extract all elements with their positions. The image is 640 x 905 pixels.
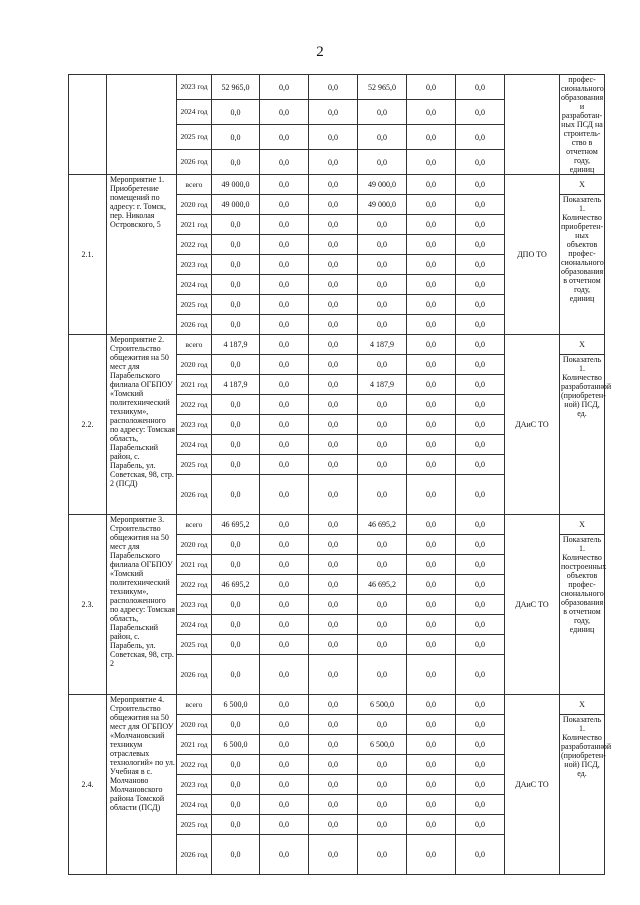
value-cell: 0,0: [456, 125, 505, 150]
executor-cell: ДАиС ТО: [505, 695, 560, 875]
year-cell: 2024 год: [177, 275, 212, 295]
value-cell: 0,0: [456, 695, 505, 715]
year-cell: 2020 год: [177, 715, 212, 735]
value-cell: 0,0: [212, 475, 260, 515]
year-cell: 2020 год: [177, 535, 212, 555]
value-cell: 0,0: [456, 755, 505, 775]
value-cell: 46 695,2: [358, 515, 407, 535]
value-cell: 0,0: [358, 455, 407, 475]
value-cell: 0,0: [456, 75, 505, 100]
value-cell: 0,0: [407, 755, 456, 775]
value-cell: 0,0: [309, 415, 358, 435]
value-cell: 0,0: [407, 375, 456, 395]
value-cell: 4 187,9: [212, 375, 260, 395]
value-cell: 0,0: [309, 575, 358, 595]
value-cell: 0,0: [456, 195, 505, 215]
value-cell: 0,0: [407, 435, 456, 455]
year-cell: 2024 год: [177, 615, 212, 635]
year-cell: 2024 год: [177, 100, 212, 125]
value-cell: 0,0: [456, 315, 505, 335]
value-cell: 0,0: [260, 295, 309, 315]
value-cell: 0,0: [456, 475, 505, 515]
value-cell: 0,0: [309, 100, 358, 125]
value-cell: 0,0: [407, 295, 456, 315]
value-cell: 0,0: [309, 175, 358, 195]
value-cell: 0,0: [358, 125, 407, 150]
year-cell: 2020 год: [177, 195, 212, 215]
value-cell: 0,0: [456, 395, 505, 415]
value-cell: 0,0: [407, 175, 456, 195]
value-cell: 0,0: [260, 835, 309, 875]
section-number: 2.3.: [69, 515, 107, 695]
value-cell: 0,0: [212, 775, 260, 795]
value-cell: 0,0: [212, 235, 260, 255]
year-cell: 2021 год: [177, 375, 212, 395]
value-cell: 0,0: [212, 815, 260, 835]
value-cell: 0,0: [407, 535, 456, 555]
value-cell: 0,0: [358, 100, 407, 125]
year-cell: 2024 год: [177, 795, 212, 815]
value-cell: 0,0: [309, 275, 358, 295]
value-cell: 0,0: [407, 615, 456, 635]
value-cell: 0,0: [358, 435, 407, 455]
indicator-base-cell: Х: [560, 515, 605, 535]
value-cell: 0,0: [212, 315, 260, 335]
table-row: [69, 175, 605, 195]
activity-description: Мероприятие 3. Строительство общежития на 50 мест для Парабельского филиала ОГБПОУ «Томский политехнический техникум», расположенного по адресу: Томская область, Парабельский район, с. Парабель, ул. Советская, 98, стр. 2: [107, 515, 177, 695]
value-cell: 0,0: [358, 835, 407, 875]
value-cell: 0,0: [358, 635, 407, 655]
value-cell: 0,0: [212, 295, 260, 315]
value-cell: 0,0: [260, 755, 309, 775]
value-cell: 0,0: [407, 315, 456, 335]
value-cell: 4 187,9: [358, 335, 407, 355]
year-cell: 2023 год: [177, 595, 212, 615]
value-cell: 0,0: [260, 475, 309, 515]
year-cell: 2026 год: [177, 315, 212, 335]
executor-cell: ДАиС ТО: [505, 515, 560, 695]
year-cell: 2025 год: [177, 635, 212, 655]
value-cell: 0,0: [212, 275, 260, 295]
value-cell: 0,0: [212, 150, 260, 175]
value-cell: 0,0: [407, 655, 456, 695]
year-cell: 2025 год: [177, 455, 212, 475]
value-cell: 0,0: [456, 815, 505, 835]
value-cell: 0,0: [407, 735, 456, 755]
year-cell: 2021 год: [177, 215, 212, 235]
value-cell: 0,0: [309, 395, 358, 415]
value-cell: 0,0: [309, 615, 358, 635]
value-cell: 0,0: [358, 315, 407, 335]
value-cell: 0,0: [456, 535, 505, 555]
value-cell: 0,0: [407, 75, 456, 100]
value-cell: 0,0: [407, 395, 456, 415]
section-number: 2.4.: [69, 695, 107, 875]
value-cell: 4 187,9: [212, 335, 260, 355]
activity-description: Мероприятие 1. Приобретение помещений по адресу: г. Томск, пер. Николая Островского, 5: [107, 175, 177, 335]
value-cell: 0,0: [260, 715, 309, 735]
value-cell: 0,0: [309, 815, 358, 835]
indicator-base-cell: Х: [560, 335, 605, 355]
year-cell: 2025 год: [177, 815, 212, 835]
year-cell: 2023 год: [177, 75, 212, 100]
value-cell: 0,0: [456, 150, 505, 175]
value-cell: 0,0: [260, 395, 309, 415]
value-cell: 0,0: [456, 100, 505, 125]
value-cell: 0,0: [358, 255, 407, 275]
value-cell: 0,0: [456, 435, 505, 455]
value-cell: 0,0: [260, 655, 309, 695]
value-cell: 0,0: [212, 835, 260, 875]
year-cell: 2022 год: [177, 755, 212, 775]
value-cell: 49 000,0: [212, 195, 260, 215]
value-cell: 0,0: [456, 335, 505, 355]
value-cell: 0,0: [309, 755, 358, 775]
value-cell: 0,0: [358, 150, 407, 175]
value-cell: 0,0: [309, 515, 358, 535]
value-cell: 0,0: [309, 655, 358, 695]
value-cell: 49 000,0: [212, 175, 260, 195]
page-number: 2: [316, 44, 324, 60]
year-cell: всего: [177, 695, 212, 715]
value-cell: 0,0: [212, 555, 260, 575]
value-cell: 0,0: [407, 235, 456, 255]
program-activities-table: [68, 74, 612, 875]
year-cell: 2026 год: [177, 655, 212, 695]
value-cell: 0,0: [212, 535, 260, 555]
value-cell: 0,0: [309, 475, 358, 515]
value-cell: 0,0: [407, 555, 456, 575]
year-cell: 2023 год: [177, 775, 212, 795]
year-cell: 2026 год: [177, 150, 212, 175]
value-cell: 0,0: [456, 615, 505, 635]
value-cell: 0,0: [358, 775, 407, 795]
value-cell: 0,0: [407, 255, 456, 275]
indicator-base-cell: Х: [560, 695, 605, 715]
value-cell: 0,0: [407, 815, 456, 835]
value-cell: 0,0: [456, 455, 505, 475]
executor-cell: ДАиС ТО: [505, 335, 560, 515]
value-cell: 0,0: [358, 475, 407, 515]
value-cell: 0,0: [212, 415, 260, 435]
value-cell: 0,0: [456, 555, 505, 575]
value-cell: 0,0: [260, 195, 309, 215]
value-cell: 0,0: [407, 635, 456, 655]
value-cell: 52 965,0: [358, 75, 407, 100]
value-cell: 6 500,0: [358, 695, 407, 715]
indicator-base-cell: Х: [560, 175, 605, 195]
value-cell: 46 695,2: [212, 575, 260, 595]
value-cell: 0,0: [212, 635, 260, 655]
table-row: [69, 515, 605, 535]
value-cell: 4 187,9: [358, 375, 407, 395]
value-cell: 0,0: [309, 775, 358, 795]
value-cell: 0,0: [309, 735, 358, 755]
value-cell: 0,0: [309, 595, 358, 615]
value-cell: 0,0: [407, 475, 456, 515]
value-cell: 0,0: [358, 535, 407, 555]
continued-executor-cell: [505, 75, 560, 175]
value-cell: 0,0: [358, 295, 407, 315]
value-cell: 0,0: [260, 415, 309, 435]
value-cell: 0,0: [407, 455, 456, 475]
value-cell: 0,0: [309, 835, 358, 875]
value-cell: 0,0: [212, 595, 260, 615]
value-cell: 0,0: [358, 215, 407, 235]
year-cell: 2022 год: [177, 575, 212, 595]
year-cell: всего: [177, 335, 212, 355]
value-cell: 0,0: [260, 125, 309, 150]
indicator-cell: Показатель 1. Количество разработанной (приобретен-ной) ПСД, ед.: [560, 355, 605, 515]
value-cell: 0,0: [260, 255, 309, 275]
value-cell: 0,0: [260, 775, 309, 795]
value-cell: 0,0: [212, 755, 260, 775]
value-cell: 0,0: [456, 215, 505, 235]
value-cell: 0,0: [309, 715, 358, 735]
value-cell: 0,0: [358, 795, 407, 815]
value-cell: 0,0: [407, 150, 456, 175]
value-cell: 0,0: [309, 695, 358, 715]
value-cell: 0,0: [456, 175, 505, 195]
value-cell: 0,0: [407, 335, 456, 355]
year-cell: 2021 год: [177, 735, 212, 755]
value-cell: 0,0: [260, 355, 309, 375]
value-cell: 0,0: [407, 715, 456, 735]
value-cell: 0,0: [407, 775, 456, 795]
value-cell: 0,0: [260, 75, 309, 100]
value-cell: 6 500,0: [212, 735, 260, 755]
value-cell: 0,0: [358, 235, 407, 255]
value-cell: 0,0: [358, 555, 407, 575]
value-cell: 0,0: [260, 315, 309, 335]
value-cell: 0,0: [260, 275, 309, 295]
section-number: 2.1.: [69, 175, 107, 335]
table-row: [69, 695, 605, 715]
value-cell: 0,0: [456, 775, 505, 795]
year-cell: 2026 год: [177, 835, 212, 875]
value-cell: 0,0: [309, 75, 358, 100]
value-cell: 0,0: [407, 695, 456, 715]
value-cell: 0,0: [212, 795, 260, 815]
value-cell: 0,0: [309, 125, 358, 150]
value-cell: 0,0: [260, 575, 309, 595]
year-cell: 2026 год: [177, 475, 212, 515]
value-cell: 0,0: [358, 715, 407, 735]
continued-name-cell: [107, 75, 177, 175]
value-cell: 0,0: [456, 715, 505, 735]
value-cell: 6 500,0: [212, 695, 260, 715]
value-cell: 0,0: [212, 715, 260, 735]
year-cell: 2023 год: [177, 255, 212, 275]
value-cell: 0,0: [309, 455, 358, 475]
value-cell: 0,0: [358, 815, 407, 835]
value-cell: 0,0: [456, 295, 505, 315]
value-cell: 0,0: [407, 795, 456, 815]
value-cell: 0,0: [260, 595, 309, 615]
value-cell: 0,0: [260, 615, 309, 635]
value-cell: 6 500,0: [358, 735, 407, 755]
table-row: [69, 335, 605, 355]
value-cell: 0,0: [212, 100, 260, 125]
value-cell: 0,0: [260, 635, 309, 655]
value-cell: 0,0: [260, 150, 309, 175]
value-cell: 0,0: [212, 215, 260, 235]
year-cell: всего: [177, 515, 212, 535]
value-cell: 0,0: [212, 355, 260, 375]
value-cell: 0,0: [358, 395, 407, 415]
value-cell: 0,0: [358, 615, 407, 635]
continued-number-cell: [69, 75, 107, 175]
value-cell: 0,0: [212, 455, 260, 475]
value-cell: 0,0: [260, 555, 309, 575]
value-cell: 0,0: [260, 455, 309, 475]
value-cell: 0,0: [309, 535, 358, 555]
value-cell: 0,0: [358, 415, 407, 435]
value-cell: 0,0: [212, 655, 260, 695]
value-cell: 0,0: [212, 125, 260, 150]
year-cell: 2024 год: [177, 435, 212, 455]
value-cell: 0,0: [260, 795, 309, 815]
value-cell: 0,0: [456, 355, 505, 375]
value-cell: 49 000,0: [358, 175, 407, 195]
value-cell: 52 965,0: [212, 75, 260, 100]
year-cell: 2025 год: [177, 125, 212, 150]
value-cell: 0,0: [456, 835, 505, 875]
value-cell: 0,0: [456, 575, 505, 595]
activity-description: Мероприятие 4. Строительство общежития на 50 мест для ОГБПОУ «Молчановский техникум отраслевых технологий» по ул. Учебная в с. Молчаново Молчановского района Томской области (ПСД): [107, 695, 177, 875]
value-cell: 0,0: [456, 255, 505, 275]
indicator-cell: Показатель 1. Количество построенных объектов профес-сионального образования в отчетном году, единиц: [560, 535, 605, 695]
value-cell: 0,0: [309, 635, 358, 655]
value-cell: 0,0: [407, 575, 456, 595]
value-cell: 0,0: [456, 735, 505, 755]
table-row: [69, 75, 605, 100]
value-cell: 0,0: [456, 515, 505, 535]
value-cell: 0,0: [260, 175, 309, 195]
value-cell: 0,0: [407, 215, 456, 235]
value-cell: 46 695,2: [212, 515, 260, 535]
value-cell: 0,0: [358, 755, 407, 775]
indicator-cell: Показатель 1. Количество разработанной (приобретен-ной) ПСД, ед.: [560, 715, 605, 875]
value-cell: 0,0: [407, 355, 456, 375]
year-cell: 2022 год: [177, 395, 212, 415]
value-cell: 0,0: [456, 415, 505, 435]
year-cell: всего: [177, 175, 212, 195]
value-cell: 46 695,2: [358, 575, 407, 595]
value-cell: 0,0: [212, 255, 260, 275]
value-cell: 0,0: [407, 275, 456, 295]
value-cell: 0,0: [309, 315, 358, 335]
value-cell: 0,0: [456, 275, 505, 295]
activity-description: Мероприятие 2. Строительство общежития на 50 мест для Парабельского филиала ОГБПОУ «Томский политехнический техникум», расположенного по адресу: Томская область, Парабельский район, с. Парабель, ул. Советская, 98, стр. 2 (ПСД): [107, 335, 177, 515]
value-cell: 0,0: [456, 375, 505, 395]
value-cell: 0,0: [309, 295, 358, 315]
indicator-cell: профес-сионального образования и разработан-ных ПСД на строитель-ство в отчетном году, единиц: [561, 75, 604, 174]
value-cell: 0,0: [407, 125, 456, 150]
year-cell: 2023 год: [177, 415, 212, 435]
value-cell: 0,0: [260, 235, 309, 255]
value-cell: 0,0: [309, 555, 358, 575]
value-cell: 0,0: [309, 215, 358, 235]
value-cell: 0,0: [358, 595, 407, 615]
value-cell: 0,0: [212, 615, 260, 635]
year-cell: 2025 год: [177, 295, 212, 315]
value-cell: 0,0: [456, 635, 505, 655]
value-cell: 0,0: [260, 335, 309, 355]
value-cell: 0,0: [456, 595, 505, 615]
value-cell: 0,0: [309, 795, 358, 815]
value-cell: 0,0: [260, 215, 309, 235]
executor-cell: ДПО ТО: [505, 175, 560, 335]
value-cell: 0,0: [309, 150, 358, 175]
section-number: 2.2.: [69, 335, 107, 515]
value-cell: 0,0: [309, 375, 358, 395]
indicator-cell: Показатель 1. Количество приобретен-ных объектов профес-сионального образования в отчетном году, единиц: [560, 195, 605, 335]
value-cell: 0,0: [456, 235, 505, 255]
value-cell: 0,0: [407, 195, 456, 215]
value-cell: 0,0: [260, 815, 309, 835]
value-cell: 0,0: [212, 435, 260, 455]
value-cell: 0,0: [407, 415, 456, 435]
value-cell: 0,0: [407, 100, 456, 125]
value-cell: 0,0: [358, 655, 407, 695]
value-cell: 0,0: [260, 100, 309, 125]
value-cell: 0,0: [260, 695, 309, 715]
value-cell: 0,0: [309, 235, 358, 255]
value-cell: 0,0: [456, 795, 505, 815]
value-cell: 0,0: [260, 515, 309, 535]
value-cell: 0,0: [309, 195, 358, 215]
value-cell: 0,0: [407, 515, 456, 535]
value-cell: 0,0: [260, 375, 309, 395]
value-cell: 0,0: [358, 355, 407, 375]
value-cell: 0,0: [309, 335, 358, 355]
year-cell: 2021 год: [177, 555, 212, 575]
year-cell: 2020 год: [177, 355, 212, 375]
value-cell: 0,0: [358, 275, 407, 295]
value-cell: 0,0: [407, 835, 456, 875]
value-cell: 0,0: [309, 435, 358, 455]
value-cell: 0,0: [407, 595, 456, 615]
value-cell: 49 000,0: [358, 195, 407, 215]
value-cell: 0,0: [260, 535, 309, 555]
value-cell: 0,0: [309, 255, 358, 275]
value-cell: 0,0: [260, 735, 309, 755]
value-cell: 0,0: [260, 435, 309, 455]
value-cell: 0,0: [212, 395, 260, 415]
value-cell: 0,0: [309, 355, 358, 375]
value-cell: 0,0: [456, 655, 505, 695]
year-cell: 2022 год: [177, 235, 212, 255]
